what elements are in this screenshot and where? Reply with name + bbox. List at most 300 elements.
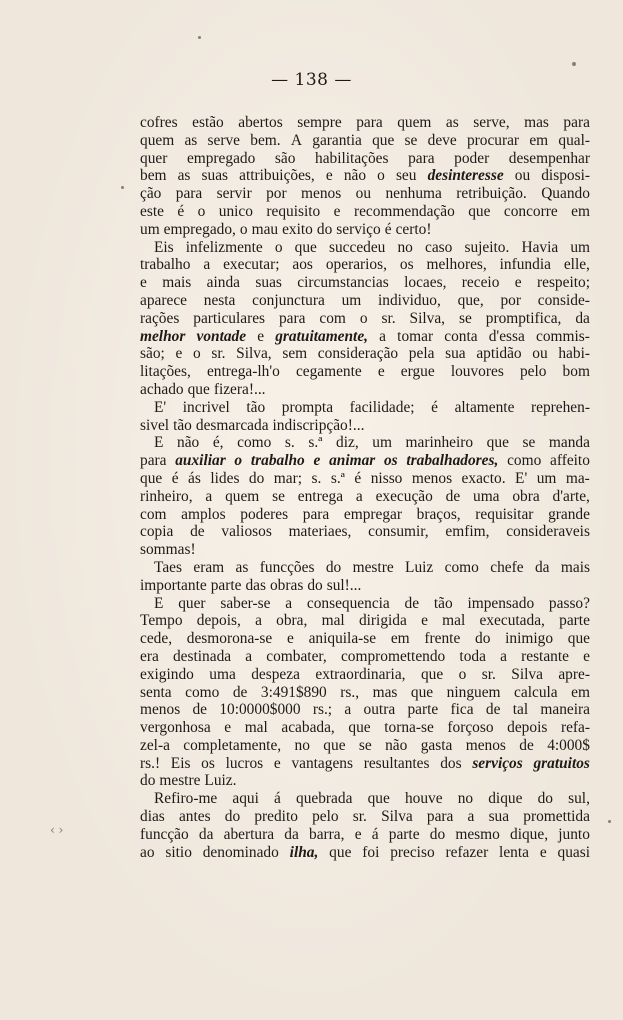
word: ergue bbox=[400, 363, 435, 381]
word: predito bbox=[254, 808, 298, 826]
word: mesmo bbox=[455, 825, 500, 843]
word: ou bbox=[514, 167, 531, 185]
word: tal bbox=[512, 701, 529, 719]
word: lides bbox=[210, 469, 240, 487]
word: requisitar bbox=[475, 505, 534, 523]
word: quem bbox=[140, 131, 175, 149]
word: exito bbox=[282, 220, 313, 238]
text-line bbox=[140, 506, 590, 524]
word: é, bbox=[212, 434, 224, 452]
italic-word: e bbox=[313, 452, 321, 470]
word: acabada, bbox=[281, 719, 335, 737]
word: de bbox=[485, 701, 501, 719]
word: elle, bbox=[563, 256, 590, 274]
word: e bbox=[287, 630, 294, 648]
word: lenta bbox=[499, 843, 529, 861]
word: as bbox=[177, 167, 191, 185]
word: certo! bbox=[395, 220, 432, 238]
word: as bbox=[184, 131, 198, 149]
word: eram bbox=[193, 558, 225, 576]
word: indiscripção!... bbox=[272, 416, 365, 434]
word: litações, bbox=[140, 363, 191, 381]
word: mais bbox=[162, 274, 192, 292]
word: exigindo bbox=[140, 665, 194, 683]
word: calcula bbox=[514, 683, 558, 701]
word: do bbox=[537, 790, 553, 808]
word: e bbox=[140, 274, 147, 292]
word: o bbox=[377, 167, 385, 185]
word: exacto. bbox=[461, 469, 506, 487]
word: e bbox=[257, 327, 265, 345]
italic-word: trabalhadores, bbox=[406, 452, 499, 470]
word: a bbox=[245, 647, 253, 665]
word: que bbox=[329, 843, 352, 861]
word: seu bbox=[395, 167, 417, 185]
word: rações bbox=[140, 309, 180, 327]
word: attribuições, bbox=[239, 167, 315, 185]
word: do bbox=[248, 469, 265, 487]
text-line bbox=[140, 826, 590, 844]
text-line bbox=[140, 559, 590, 577]
word: conside- bbox=[537, 291, 590, 309]
word: maneira bbox=[540, 701, 590, 719]
word: rs., bbox=[340, 683, 360, 701]
word: ás bbox=[188, 469, 201, 487]
word: empregado, bbox=[163, 220, 236, 238]
paper-speck bbox=[572, 62, 576, 66]
word: desmarcada bbox=[195, 416, 269, 434]
word: poderes bbox=[240, 505, 289, 523]
word: em bbox=[571, 202, 590, 220]
word: que bbox=[468, 202, 491, 220]
word: o bbox=[359, 309, 368, 327]
word: da bbox=[534, 558, 550, 576]
word: consequencia bbox=[306, 594, 390, 612]
word: serve bbox=[207, 131, 241, 149]
word: sua bbox=[488, 808, 510, 826]
word: do bbox=[429, 825, 446, 843]
word: em bbox=[529, 131, 549, 149]
word: da bbox=[284, 825, 299, 843]
word: as bbox=[235, 558, 249, 576]
word: particulares bbox=[193, 309, 266, 327]
word: sua bbox=[445, 345, 466, 363]
word: é bbox=[384, 220, 392, 238]
word: sul!... bbox=[326, 576, 362, 594]
text-line bbox=[140, 595, 590, 613]
word: habilitações bbox=[315, 149, 389, 167]
word: importante bbox=[140, 576, 207, 594]
word: no bbox=[294, 736, 310, 754]
word: cegamente bbox=[295, 363, 362, 381]
word: Refiro-me bbox=[154, 790, 218, 808]
word: suas bbox=[201, 167, 229, 185]
word: gasta bbox=[420, 736, 453, 754]
word: refa- bbox=[560, 719, 590, 737]
word: menos bbox=[140, 701, 181, 719]
word: senta bbox=[140, 683, 172, 701]
word: empregar bbox=[343, 505, 402, 523]
text-line bbox=[140, 256, 590, 274]
word: mal bbox=[321, 612, 345, 630]
word: reprehen- bbox=[530, 398, 590, 416]
word: para bbox=[140, 452, 167, 470]
word: de bbox=[232, 683, 248, 701]
word: grande bbox=[548, 505, 590, 523]
word: bom bbox=[562, 363, 590, 381]
word: despeza bbox=[251, 665, 300, 683]
word: tão bbox=[173, 416, 192, 434]
text-line bbox=[140, 630, 590, 648]
italic-word: trabalho bbox=[250, 452, 305, 470]
italic-word: vontade bbox=[196, 327, 247, 345]
word: procurar bbox=[466, 131, 520, 149]
word: e bbox=[583, 647, 590, 665]
word: Silva bbox=[511, 665, 543, 683]
italic-word: animar bbox=[329, 452, 376, 470]
word: funcção bbox=[140, 825, 189, 843]
word: que bbox=[486, 434, 509, 452]
word: restante bbox=[521, 647, 569, 665]
word: uma bbox=[209, 665, 236, 683]
word: do bbox=[316, 220, 333, 238]
word: materiaes, bbox=[288, 523, 352, 541]
word: A bbox=[290, 131, 302, 149]
word: marinheiro bbox=[405, 434, 474, 452]
text-line bbox=[140, 185, 590, 203]
word: pelo bbox=[519, 363, 547, 381]
word: o bbox=[239, 220, 248, 238]
word: 4:000$ bbox=[547, 736, 590, 754]
word: toda bbox=[459, 647, 486, 665]
word: facilidade; bbox=[349, 398, 415, 416]
word: a bbox=[379, 327, 387, 345]
word: amplos bbox=[181, 505, 226, 523]
word: junto bbox=[558, 825, 590, 843]
word: copia bbox=[140, 523, 174, 541]
word: mar; bbox=[273, 469, 303, 487]
text-line bbox=[140, 648, 590, 666]
word: se bbox=[358, 736, 372, 754]
word: sr. bbox=[481, 665, 496, 683]
word: sujeito. bbox=[464, 238, 510, 256]
word: sul, bbox=[568, 790, 590, 808]
word: do bbox=[307, 576, 323, 594]
word: e bbox=[224, 719, 232, 737]
text-line bbox=[140, 114, 590, 132]
word: resultantes bbox=[363, 754, 430, 772]
italic-word: auxiliar bbox=[175, 452, 226, 470]
word: consideração bbox=[317, 345, 399, 363]
word: que bbox=[410, 683, 434, 701]
word: dirigida bbox=[358, 612, 407, 630]
word: com bbox=[140, 505, 167, 523]
word: era bbox=[140, 647, 159, 665]
word: mais bbox=[560, 558, 590, 576]
word: no bbox=[457, 790, 474, 808]
word: succedeu bbox=[328, 238, 386, 256]
word: a bbox=[344, 701, 352, 719]
word: menos bbox=[301, 185, 342, 203]
word: funcções bbox=[259, 558, 315, 576]
word: vantagens bbox=[291, 754, 353, 772]
word: chefe bbox=[490, 558, 524, 576]
word: s. bbox=[311, 469, 322, 487]
word: a bbox=[205, 487, 213, 505]
word: habi- bbox=[558, 345, 590, 363]
word: pelo bbox=[312, 808, 339, 826]
word: mestre bbox=[159, 772, 201, 790]
word: de bbox=[445, 487, 461, 505]
word: mau bbox=[251, 220, 279, 238]
word: dique bbox=[488, 790, 523, 808]
word: deve bbox=[427, 131, 457, 149]
italic-word: o bbox=[234, 452, 243, 470]
word: para bbox=[408, 149, 435, 167]
word: serve, bbox=[473, 114, 510, 131]
body-text bbox=[140, 114, 590, 861]
word: a bbox=[355, 487, 363, 505]
word: que bbox=[348, 719, 371, 737]
word: ou bbox=[532, 345, 548, 363]
word: trabalho bbox=[140, 256, 191, 274]
word: os bbox=[201, 754, 215, 772]
word: um bbox=[570, 238, 590, 256]
text-line bbox=[140, 239, 590, 257]
italic-word: ilha, bbox=[289, 843, 319, 861]
word: depois bbox=[507, 719, 548, 737]
word: recommendação bbox=[353, 202, 455, 220]
word: desempenhar bbox=[508, 149, 590, 167]
word: lucros bbox=[225, 754, 264, 772]
word: sempre bbox=[297, 114, 342, 131]
word: menos bbox=[465, 736, 506, 754]
word: um bbox=[372, 434, 392, 452]
word: qual- bbox=[558, 131, 590, 149]
word: em bbox=[571, 683, 590, 701]
word: suas bbox=[255, 274, 282, 292]
word: consumir, bbox=[368, 523, 429, 541]
word: preciso bbox=[390, 843, 435, 861]
word: o bbox=[192, 345, 201, 363]
word: denominado bbox=[202, 843, 279, 861]
word: é bbox=[354, 469, 362, 487]
word: sr. bbox=[381, 309, 396, 327]
word: passo? bbox=[548, 594, 590, 612]
text-line bbox=[140, 292, 590, 310]
word: são; bbox=[140, 345, 165, 363]
word: inimigo bbox=[505, 630, 554, 648]
word: ninguem bbox=[446, 683, 501, 701]
word: E' bbox=[154, 398, 167, 416]
word: rs.! bbox=[140, 754, 161, 772]
word: Quando bbox=[541, 185, 590, 203]
text-line bbox=[140, 452, 590, 470]
word: é bbox=[171, 469, 179, 487]
word: para bbox=[278, 309, 306, 327]
word: execução bbox=[375, 487, 433, 505]
word: 3:491$890 bbox=[260, 683, 327, 701]
margin-mark: ‹ › bbox=[50, 823, 64, 837]
word: dias bbox=[140, 808, 165, 826]
word: e bbox=[175, 345, 183, 363]
word: que bbox=[372, 131, 395, 149]
word: aptidão bbox=[476, 345, 522, 363]
word: prompta bbox=[281, 398, 334, 416]
word: a bbox=[285, 594, 293, 612]
text-line bbox=[140, 844, 590, 862]
word: aos bbox=[292, 256, 313, 274]
text-line bbox=[140, 345, 590, 363]
word: louvores bbox=[450, 363, 504, 381]
word: o bbox=[274, 238, 283, 256]
word: entrega bbox=[297, 487, 344, 505]
word: por bbox=[500, 291, 521, 309]
word: é bbox=[177, 202, 185, 220]
word: sommas! bbox=[140, 541, 196, 559]
word: manda bbox=[548, 434, 590, 452]
text-line bbox=[140, 577, 590, 595]
word: s. bbox=[284, 434, 295, 452]
word: um bbox=[140, 220, 160, 238]
word: tomar bbox=[397, 327, 434, 345]
word: quer bbox=[140, 149, 168, 167]
word: como bbox=[237, 434, 272, 452]
text-line bbox=[140, 488, 590, 506]
word: requisito bbox=[266, 202, 321, 220]
word: em bbox=[390, 630, 410, 648]
word: concorre bbox=[503, 202, 558, 220]
word: executada, bbox=[479, 612, 545, 630]
word: não bbox=[177, 434, 200, 452]
text-line bbox=[140, 274, 590, 292]
word: Havia bbox=[521, 238, 559, 256]
text-line bbox=[140, 772, 590, 790]
word: que, bbox=[457, 291, 484, 309]
word: E bbox=[154, 594, 164, 612]
word: parte bbox=[407, 701, 439, 719]
word: locaes, bbox=[404, 274, 447, 292]
word: e bbox=[539, 843, 547, 861]
word: para bbox=[426, 808, 454, 826]
word: para bbox=[563, 114, 590, 131]
paper-speck bbox=[121, 186, 124, 189]
word: quem bbox=[225, 487, 260, 505]
word: nisso bbox=[370, 469, 403, 487]
word: nesta bbox=[203, 291, 236, 309]
word: do bbox=[475, 630, 491, 648]
word: do bbox=[325, 558, 342, 576]
word: da bbox=[198, 825, 214, 843]
word: rinheiro, bbox=[140, 487, 193, 505]
word: a bbox=[255, 612, 262, 630]
word: para bbox=[356, 114, 383, 131]
word: unico bbox=[218, 202, 253, 220]
word: sivel bbox=[140, 416, 170, 434]
word: promptifica, bbox=[485, 309, 562, 327]
text-line bbox=[140, 612, 590, 630]
word: foi bbox=[362, 843, 380, 861]
word: obra, bbox=[276, 612, 308, 630]
word: infelizmente bbox=[185, 238, 263, 256]
word: e bbox=[377, 363, 385, 381]
word: saber-se bbox=[220, 594, 271, 612]
word: receio bbox=[461, 274, 500, 292]
word: sr. bbox=[211, 345, 226, 363]
word: da bbox=[575, 309, 590, 327]
word: impensado bbox=[467, 594, 535, 612]
word: que bbox=[420, 665, 444, 683]
italic-word: desinteresse bbox=[427, 167, 504, 185]
text-line bbox=[140, 167, 590, 185]
word: incrivel bbox=[182, 398, 230, 416]
word: mas bbox=[372, 683, 398, 701]
text-line bbox=[140, 755, 590, 773]
word: das bbox=[245, 576, 266, 594]
italic-word: os bbox=[383, 452, 398, 470]
word: pela bbox=[408, 345, 435, 363]
text-line bbox=[140, 363, 590, 381]
word: E bbox=[154, 434, 164, 452]
word: no bbox=[397, 238, 413, 256]
word: poder bbox=[454, 149, 490, 167]
italic-word: melhor bbox=[140, 327, 186, 345]
word: que bbox=[294, 238, 317, 256]
word: affeito bbox=[550, 452, 590, 470]
text-line bbox=[140, 701, 590, 719]
word: outra bbox=[363, 701, 396, 719]
word: servir bbox=[216, 185, 252, 203]
word: se bbox=[522, 434, 536, 452]
word: mas bbox=[524, 114, 549, 131]
word: por bbox=[266, 185, 287, 203]
word: braços, bbox=[416, 505, 461, 523]
word: quebrada bbox=[296, 790, 353, 808]
word: e bbox=[273, 754, 281, 772]
word: bem. bbox=[250, 131, 281, 149]
word: a bbox=[500, 647, 507, 665]
word: com bbox=[319, 309, 346, 327]
word: aparece bbox=[140, 291, 187, 309]
word: sr. bbox=[352, 808, 367, 826]
word: completamente, bbox=[183, 736, 282, 754]
word: disposi- bbox=[541, 167, 590, 185]
word: conjunctura bbox=[252, 291, 325, 309]
word: apre- bbox=[558, 665, 590, 683]
word: que bbox=[567, 630, 590, 648]
page-number: — 138 — bbox=[271, 70, 352, 90]
word: este bbox=[140, 202, 164, 220]
word: houve bbox=[404, 790, 443, 808]
word: valiosos bbox=[221, 523, 272, 541]
word: emfim, bbox=[445, 523, 490, 541]
word: as bbox=[445, 114, 459, 131]
word: forçoso bbox=[447, 719, 494, 737]
word: Tempo bbox=[140, 612, 183, 630]
word: e bbox=[514, 274, 522, 292]
word: ainda bbox=[206, 274, 241, 292]
word: barra, bbox=[309, 825, 345, 843]
word: para bbox=[302, 505, 330, 523]
word: empregado bbox=[186, 149, 256, 167]
word: fica bbox=[450, 701, 474, 719]
word: torna-se bbox=[384, 719, 434, 737]
word: quer bbox=[178, 594, 206, 612]
word: abertura bbox=[223, 825, 275, 843]
text-line bbox=[140, 684, 590, 702]
paper-speck bbox=[608, 820, 611, 823]
word: de bbox=[519, 736, 534, 754]
